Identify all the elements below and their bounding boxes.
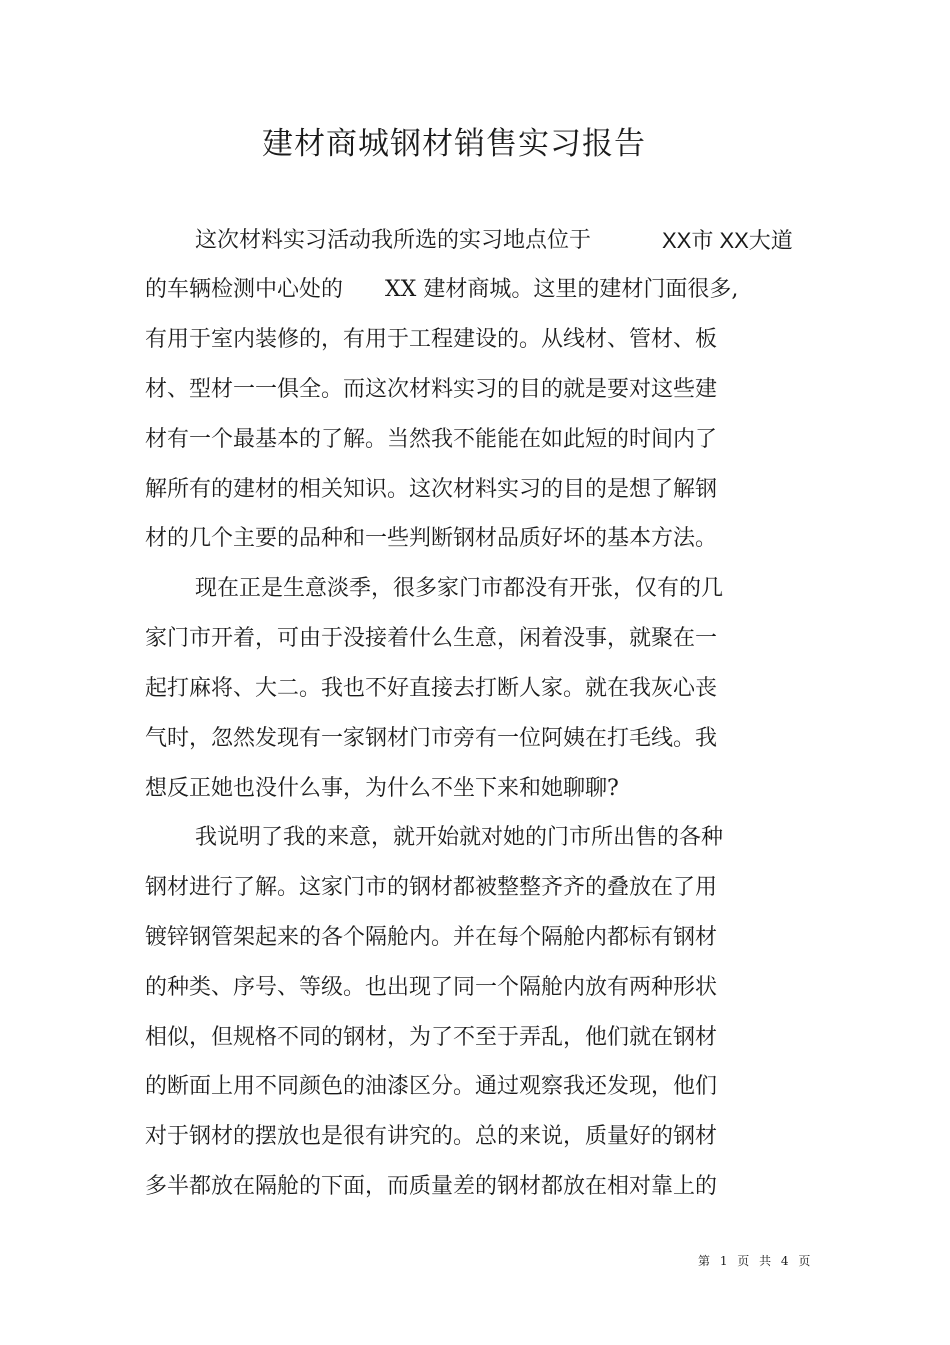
- document-title: 建材商城钢材销售实习报告: [262, 126, 646, 162]
- paragraph-line: 钢材进行了解。这家门市的钢材都被整整齐齐的叠放在了用: [145, 875, 718, 900]
- paragraph-line: 相似，但规格不同的钢材，为了不至于弄乱，他们就在钢材: [145, 1025, 718, 1050]
- paragraph-line: 材、型材一一俱全。而这次材料实习的目的就是要对这些建: [145, 377, 718, 402]
- paragraph-line: 家门市开着，可由于没接着什么生意，闲着没事，就聚在一: [145, 626, 718, 651]
- paragraph-line: 这次材料实习活动我所选的实习地点位于: [195, 228, 592, 253]
- paragraph-line: 有用于室内装修的，有用于工程建设的。从线材、管材、板: [145, 327, 718, 352]
- paragraph-line: 对于钢材的摆放也是很有讲究的。总的来说，质量好的钢材: [145, 1124, 718, 1149]
- paragraph-line: 的断面上用不同颜色的油漆区分。通过观察我还发现，他们: [145, 1074, 718, 1099]
- paragraph-line: 我说明了我的来意，就开始就对她的门市所出售的各种: [195, 825, 724, 850]
- paragraph-line: 多半都放在隔舱的下面，而质量差的钢材都放在相对靠上的: [145, 1174, 718, 1199]
- paragraph-line-location: XX市 XX大道: [662, 228, 793, 253]
- page-number: 第 1 页 共 4 页: [698, 1254, 814, 1268]
- paragraph-line: 解所有的建材的相关知识。这次材料实习的目的是想了解钢: [145, 477, 718, 502]
- paragraph-line: 想反正她也没什么事，为什么不坐下来和她聊聊?: [145, 776, 619, 801]
- paragraph-line-mall: XX 建材商城。这里的建材门面很多,: [385, 277, 739, 302]
- paragraph-line: 材的几个主要的品种和一些判断钢材品质好坏的基本方法。: [145, 526, 718, 551]
- paragraph-line: 镀锌钢管架起来的各个隔舱内。并在每个隔舱内都标有钢材: [145, 925, 718, 950]
- paragraph-line: 现在正是生意淡季，很多家门市都没有开张，仅有的几: [195, 576, 724, 601]
- paragraph-line: 的车辆检测中心处的: [145, 277, 344, 302]
- paragraph-line: 气时，忽然发现有一家钢材门市旁有一位阿姨在打毛线。我: [145, 726, 718, 751]
- paragraph-line: 起打麻将、大二。我也不好直接去打断人家。就在我灰心丧: [145, 676, 718, 701]
- paragraph-line: 材有一个最基本的了解。当然我不能能在如此短的时间内了: [145, 427, 718, 452]
- paragraph-line: 的种类、序号、等级。也出现了同一个隔舱内放有两种形状: [145, 975, 718, 1000]
